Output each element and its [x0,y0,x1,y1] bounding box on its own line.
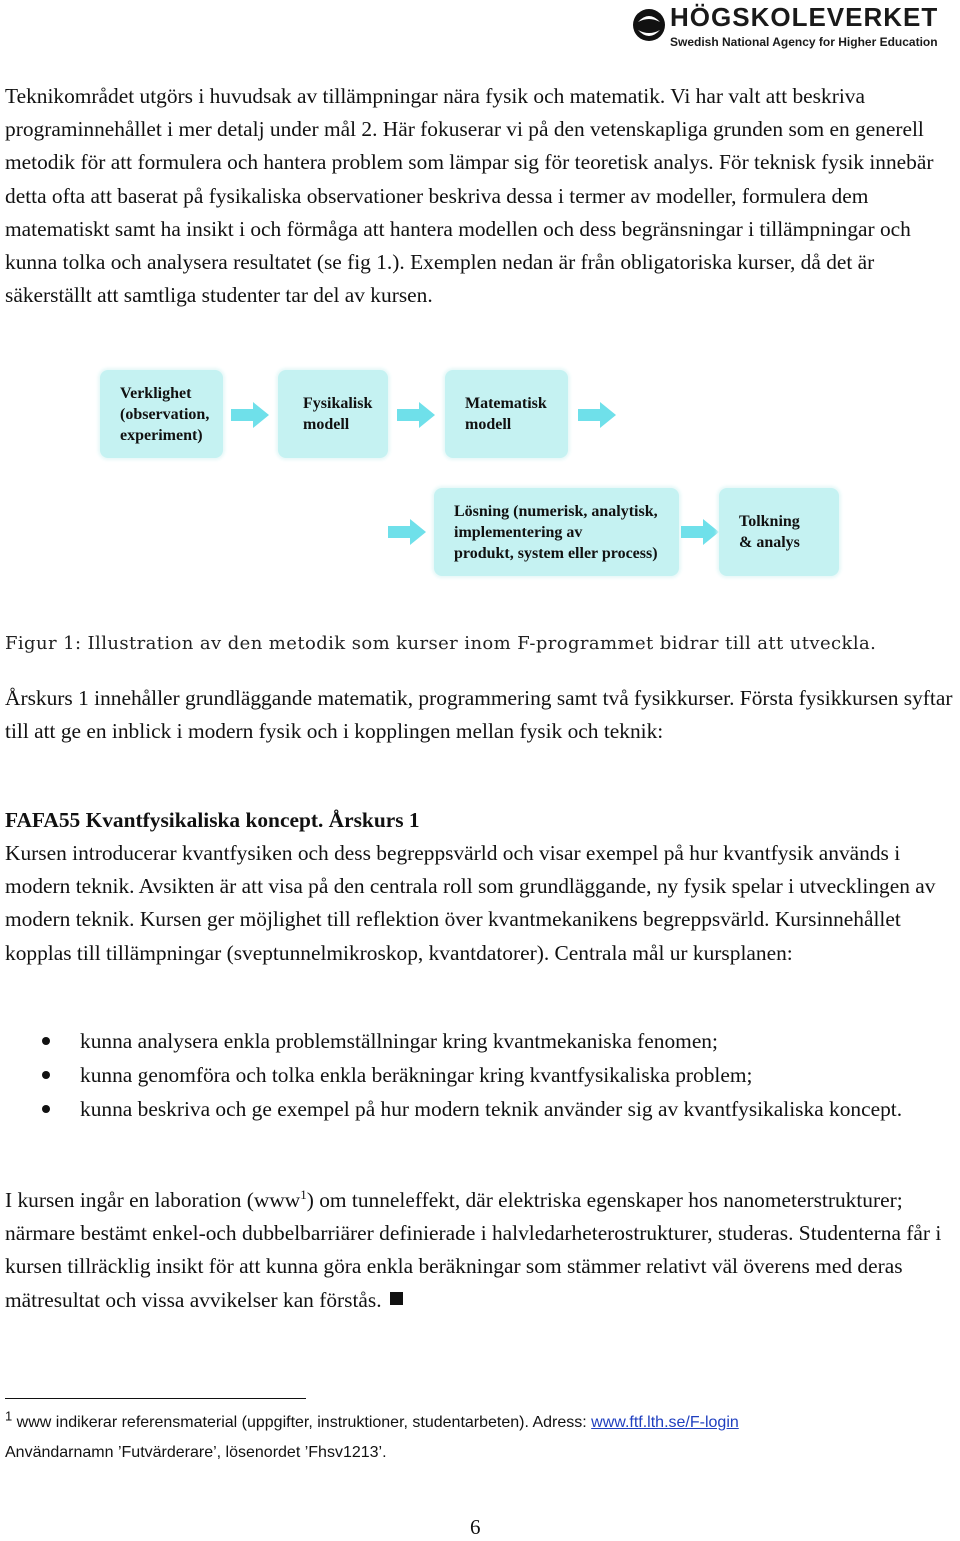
box-fysikalisk-line2: modell [303,416,350,433]
box-tolkning [719,488,839,576]
course-description: Kursen introducerar kvantfysiken och dess begreppsvärld och visar exempel på hur kvantfysik används i modern teknik. Avsikten är att visa på den centrala roll som grundläggande, ny fysik spelar i utvecklingen av modern teknik. Kursen ger möjlighet till reflektion över kvantmekanikens begreppsvärld. Kursinnehållet kopplas till tillämpningar (sveptunnelmikroskop, kvantdatorer). Centrala mål ur kursplanen: [5,841,936,965]
year1-paragraph: Årskurs 1 innehåller grundläggande matematik, programmering samt två fysikkurser. Första fysikkursen syftar till att ge en inblick i modern fysik och i kopplingen mellan fysik och teknik: [5,686,953,744]
page-number: 6 [470,1515,481,1539]
arrow-5-icon [681,517,721,547]
list-item [0,1058,955,1092]
lab-text-after: ) om tunneleffekt, där elektriska egenskaper hos nanometerstrukturer; närmare bestämt enkel-och dubbelbarriärer definierade i halvledarheterostrukturer, studeras. Studenterna får i kursen tillräcklig insikt för att kunna göra enkla beräkningar som stämmer relativt väl överens med deras mätresultat och vissa avvikelser kan förstås. [5,1188,942,1312]
box-verklighet [100,370,223,458]
arrow-3-icon [578,400,618,430]
box-losning-line3: produkt, system eller process) [454,544,658,562]
footnote-rule [5,1398,306,1399]
hogskoleverket-logo [632,2,958,50]
bullet-icon [42,1037,50,1045]
box-matematisk-line2: modell [465,416,512,433]
bullet-icon [42,1105,50,1113]
box-matematisk-modell [445,370,568,458]
box-tolkning-line1: Tolkning [739,513,800,530]
arrow-1-icon [231,400,271,430]
box-losning-line1: Lösning (numerisk, analytisk, [454,502,658,520]
lab-text-before: I kursen ingår en laboration (www [5,1188,301,1212]
course-heading: FAFA55 Kvantfysikaliska koncept. Årskurs 1 [5,808,420,832]
course-goals-list [0,1024,960,1126]
box-fysikalisk-line1: Fysikalisk [303,395,373,412]
footnote-number: 1 [5,1408,13,1424]
bullet-icon [42,1071,50,1079]
logo-name: HÖGSKOLEVERKET [670,2,939,32]
box-matematisk-line1: Matematisk [465,395,547,412]
logo-mark-icon [632,2,666,48]
list-item-text: kunna genomföra och tolka enkla beräkningar kring kvantfysikaliska problem; [80,1063,753,1087]
list-item [0,1024,955,1058]
footnote-text: www indikerar referensmaterial (uppgifter, instruktioner, studentarbeten). Adress: [12,1414,592,1431]
list-item [0,1092,955,1126]
footnote [5,1408,955,1438]
lab-paragraph [5,1184,957,1317]
box-verklighet-line1: Verklighet [120,384,192,402]
box-fysikalisk-modell [278,370,388,458]
box-losning [434,488,679,576]
methodology-diagram [0,360,960,590]
box-tolkning-line2: & analys [739,534,800,551]
list-item-text: kunna beskriva och ge exempel på hur modern teknik använder sig av kvantfysikaliska koncept. [80,1097,903,1121]
end-mark-icon [390,1292,403,1305]
logo-subtitle: Swedish National Agency for Higher Education [670,35,938,49]
footnote-link[interactable]: www.ftf.lth.se/F-login [591,1414,739,1431]
intro-paragraph: Teknikområdet utgörs i huvudsak av tillämpningar nära fysik och matematik. Vi har valt att beskriva programinnehållet i mer detalj under mål 2. Här fokuserar vi på den vetenskapliga grunden som en generell metodik för att formulera och hantera problem som lämpar sig för teoretisk analys. För teknisk fysik innebär detta ofta att baserat på fysikaliska observationer beskriva dessa i termer av modeller, formulera dem matematiskt samt ha insikt i och förmåga att hantera modellen och dess begränsningar i tillämpningar och kunna tolka och analysera resultatet (se fig 1.). Exemplen nedan är från obligatoriska kurser, då det är säkerställt att samtliga studenter tar del av kursen. [5,84,934,308]
footnote-line2: Användarnamn ’Futvärderare’, lösenordet ’Fhsv1213’. [5,1444,387,1461]
box-losning-line2: implementering av [454,523,583,541]
arrow-2-icon [397,400,437,430]
list-item-text: kunna analysera enkla problemställningar kring kvantmekaniska fenomen; [80,1029,718,1053]
box-verklighet-line3: experiment) [120,426,203,444]
box-verklighet-line2: (observation, [120,405,210,423]
footnote-ref[interactable]: 1 [300,1186,307,1202]
figure-caption: Figur 1: Illustration av den metodik som kurser inom F-programmet bidrar till att utveckla. [5,633,877,654]
arrow-4-icon [388,517,428,547]
